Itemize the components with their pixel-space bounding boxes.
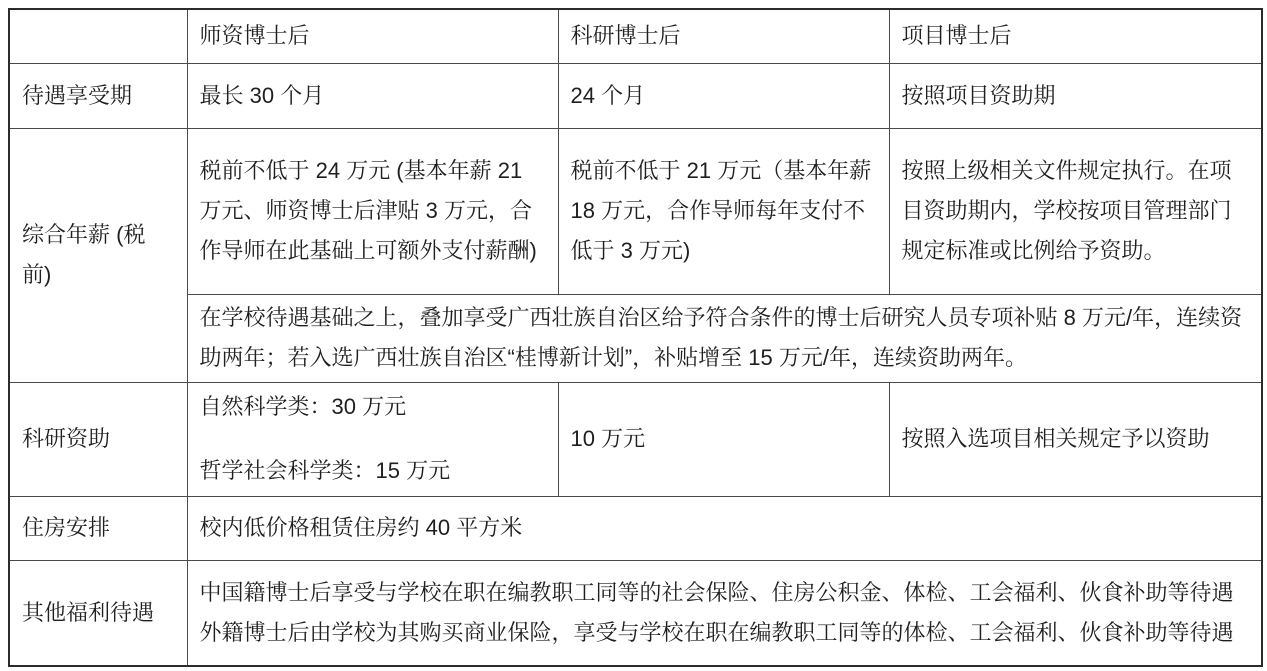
row-research-funding <box>9 382 1262 496</box>
row-housing <box>9 496 1262 560</box>
row-salary-subsidy-note <box>9 294 1262 382</box>
cell-funding-faculty <box>187 382 558 496</box>
row-label-treatment-period: 待遇享受期 <box>9 63 187 128</box>
cell-housing: 校内低价格租赁住房约 40 平方米 <box>187 496 1262 560</box>
col-header-research-postdoc: 科研博士后 <box>558 9 889 63</box>
cell-salary-faculty: 税前不低于 24 万元 (基本年薪 21 万元、师资博士后津贴 3 万元，合作导师在此基础上可额外支付薪酬) <box>187 128 558 294</box>
cell-period-project: 按照项目资助期 <box>889 63 1262 128</box>
col-header-faculty-postdoc: 师资博士后 <box>187 9 558 63</box>
header-row <box>9 9 1262 63</box>
cell-subsidy-note: 在学校待遇基础之上，叠加享受广西壮族自治区给予符合条件的博士后研究人员专项补贴 8 万元/年，连续资助两年；若入选广西壮族自治区“桂博新计划”，补贴增至 15 万元/年，连续资助两年。 <box>187 294 1262 382</box>
funding-natural-science-line: 自然科学类：30 万元 <box>199 394 407 419</box>
cell-other-benefits <box>187 560 1262 666</box>
row-label-annual-salary: 综合年薪 (税前) <box>9 128 187 382</box>
funding-social-science-line: 哲学社会科学类：15 万元 <box>199 458 451 483</box>
row-label-research-funding: 科研资助 <box>9 382 187 496</box>
row-label-other-benefits: 其他福利待遇 <box>9 560 187 666</box>
cell-salary-research: 税前不低于 21 万元（基本年薪 18 万元，合作导师每年支付不低于 3 万元) <box>558 128 889 294</box>
col-header-project-postdoc: 项目博士后 <box>889 9 1262 63</box>
other-benefits-domestic-line: 中国籍博士后享受与学校在职在编教职工同等的社会保险、住房公积金、体检、工会福利、伙食补助等待遇 <box>199 579 1234 605</box>
postdoc-benefits-table <box>8 8 1263 667</box>
cell-period-research: 24 个月 <box>558 63 889 128</box>
row-label-housing: 住房安排 <box>9 496 187 560</box>
other-benefits-foreign-line: 外籍博士后由学校为其购买商业保险，享受与学校在职在编教职工同等的体检、工会福利、伙食补助等待遇 <box>199 619 1234 645</box>
cell-salary-project: 按照上级相关文件规定执行。在项目资助期内，学校按项目管理部门规定标准或比例给予资助。 <box>889 128 1262 294</box>
row-other-benefits <box>9 560 1262 666</box>
row-annual-salary <box>9 128 1262 294</box>
corner-cell <box>9 9 187 63</box>
cell-funding-project: 按照入选项目相关规定予以资助 <box>889 382 1262 496</box>
row-treatment-period <box>9 63 1262 128</box>
cell-funding-research: 10 万元 <box>558 382 889 496</box>
cell-period-faculty: 最长 30 个月 <box>187 63 558 128</box>
